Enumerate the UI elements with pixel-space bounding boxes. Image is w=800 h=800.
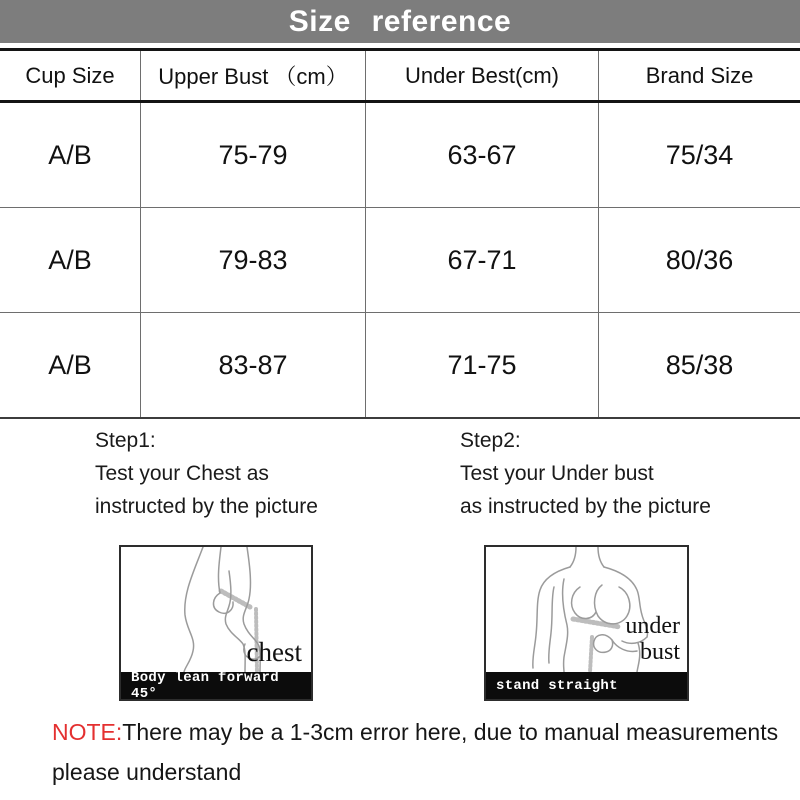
column-header-under-bust: Under Best(cm) [365,51,598,100]
table-cell: 63-67 [365,103,598,207]
table-header-row [0,51,800,103]
underbust-label-line1: under [625,613,680,639]
table-cell: 80/36 [598,208,800,312]
underbust-caption-banner [486,672,687,699]
note-text2: please understand [52,759,242,785]
step1-line2: instructed by the picture [95,495,318,518]
chest-measure-figure [119,545,313,701]
table-cell: 71-75 [365,313,598,417]
underbust-label [625,613,680,665]
step1-title: Step1: [95,429,156,452]
column-header-brand-size: Brand Size [598,51,800,100]
underbust-caption: stand straight [496,677,618,694]
table-row [0,207,800,312]
page-title: Size reference [288,4,512,38]
table-cell: 79-83 [140,208,365,312]
table-cell: A/B [48,139,92,170]
table-cell: 83-87 [140,313,365,417]
note-text1: There may be a 1-3cm error here, due to manual measurements [122,719,779,745]
chest-caption-banner [121,669,311,702]
table-cell: A/B [48,349,92,380]
column-header-upper-bust: Upper Bust （cm） [140,51,365,100]
note-line1 [52,712,782,752]
underbust-label-line2: bust [639,639,680,665]
step1-line1: Test your Chest as [95,462,269,485]
size-table [0,48,800,419]
table-row [0,103,800,207]
note-block [52,712,782,792]
step2-line2: as instructed by the picture [460,495,711,518]
chest-label: chest [246,637,302,667]
note-prefix: NOTE: [52,719,123,745]
table-cell: 67-71 [365,208,598,312]
underbust-measure-figure [484,545,689,701]
step2-line1: Test your Under bust [460,462,654,485]
step2-title: Step2: [460,429,521,452]
step2-block [460,424,711,523]
column-header-cup-size: Cup Size [25,62,115,88]
table-cell: A/B [48,244,92,275]
step1-block [95,424,318,523]
table-cell: 85/38 [598,313,800,417]
chest-caption: Body lean forward 45° [131,669,279,702]
table-row [0,312,800,417]
table-cell: 75/34 [598,103,800,207]
title-bar [0,0,800,43]
table-cell: 75-79 [140,103,365,207]
